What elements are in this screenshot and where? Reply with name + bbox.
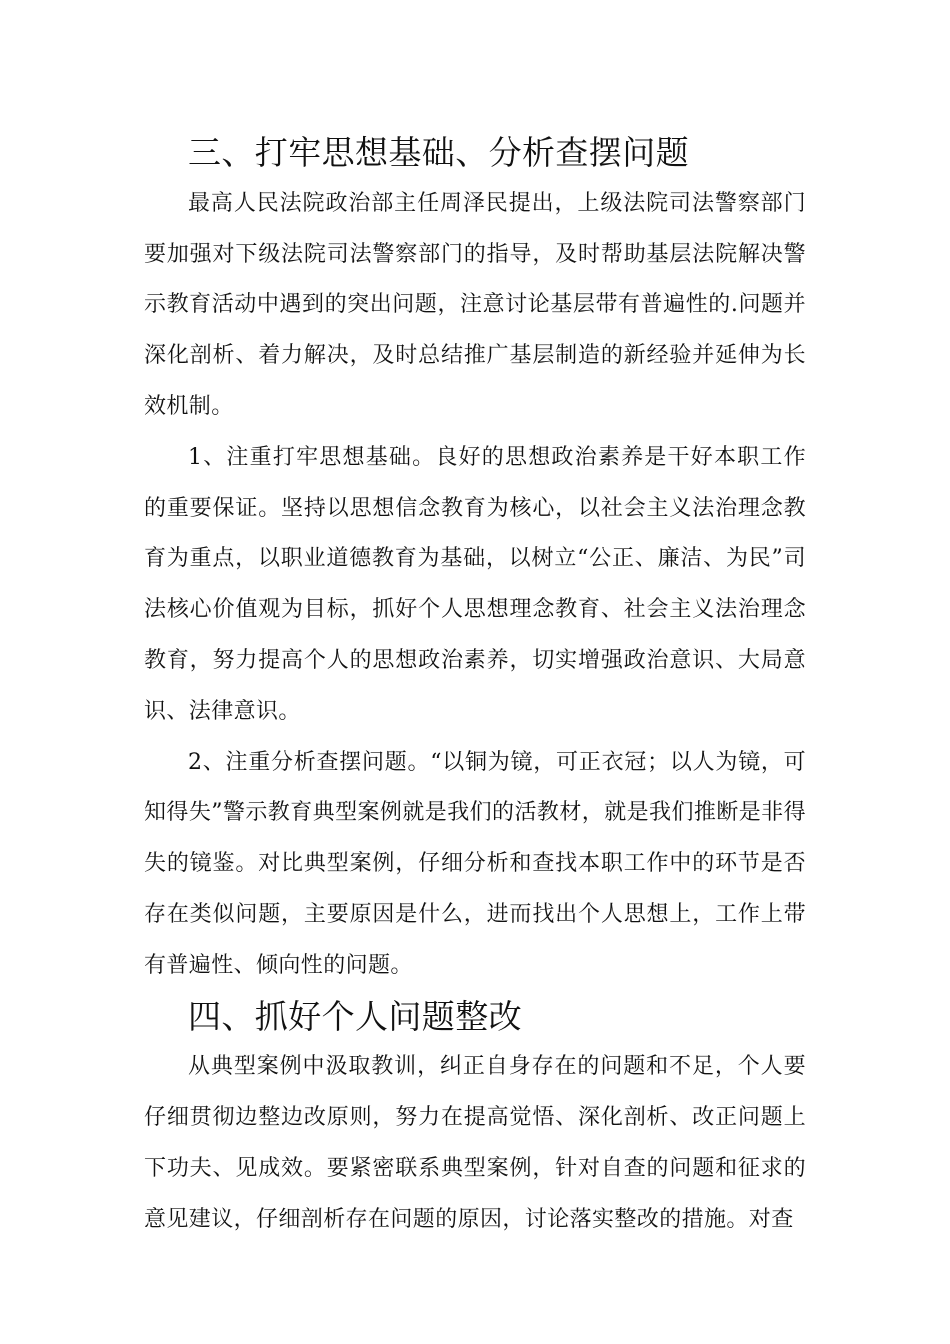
paragraph-point-2: 2、注重分析查摆问题。“以铜为镜，可正衣冠；以人为镜，可知得失”警示教育典型案例就是我们的活教材，就是我们推断是非得失的镜鉴。对比典型案例，仔细分析和查找本职工作中的环节是否存在类似问题，主要原因是什么，进而找出个人思想上，工作上带有普遍性、倾向性的问题。 bbox=[144, 749, 806, 978]
paragraph-rectification: 从典型案例中汲取教训，纠正自身存在的问题和不足，个人要仔细贯彻边整边改原则，努力在提高觉悟、深化剖析、改正问题上下功夫、见成效。要紧密联系典型案例，针对自查的问题和征求的意见建议，仔细剖析存在问题的原因，讨论落实整改的措施。对查 bbox=[144, 1054, 806, 1232]
section-heading-4: 四、抓好个人问题整改 bbox=[188, 996, 522, 1036]
paragraph-point-1: 1、注重打牢思想基础。良好的思想政治素养是干好本职工作的重要保证。坚持以思想信念教育为核心，以社会主义法治理念教育为重点，以职业道德教育为基础，以树立“公正、廉洁、为民”司法核心价值观为目标，抓好个人思想理念教育、社会主义法治理念教育，努力提高个人的思想政治素养，切实增强政治意识、大局意识、法律意识。 bbox=[144, 444, 806, 724]
section-heading-3: 三、打牢思想基础、分析查摆问题 bbox=[188, 133, 689, 172]
document-body bbox=[144, 128, 806, 1246]
paragraph-intro: 最高人民法院政治部主任周泽民提出，上级法院司法警察部门要加强对下级法院司法警察部门的指导，及时帮助基层法院解决警示教育活动中遇到的突出问题，注意讨论基层带有普遍性的.问题并深化剖析、着力解决，及时总结推广基层制造的新经验并延伸为长效机制。 bbox=[144, 190, 806, 419]
